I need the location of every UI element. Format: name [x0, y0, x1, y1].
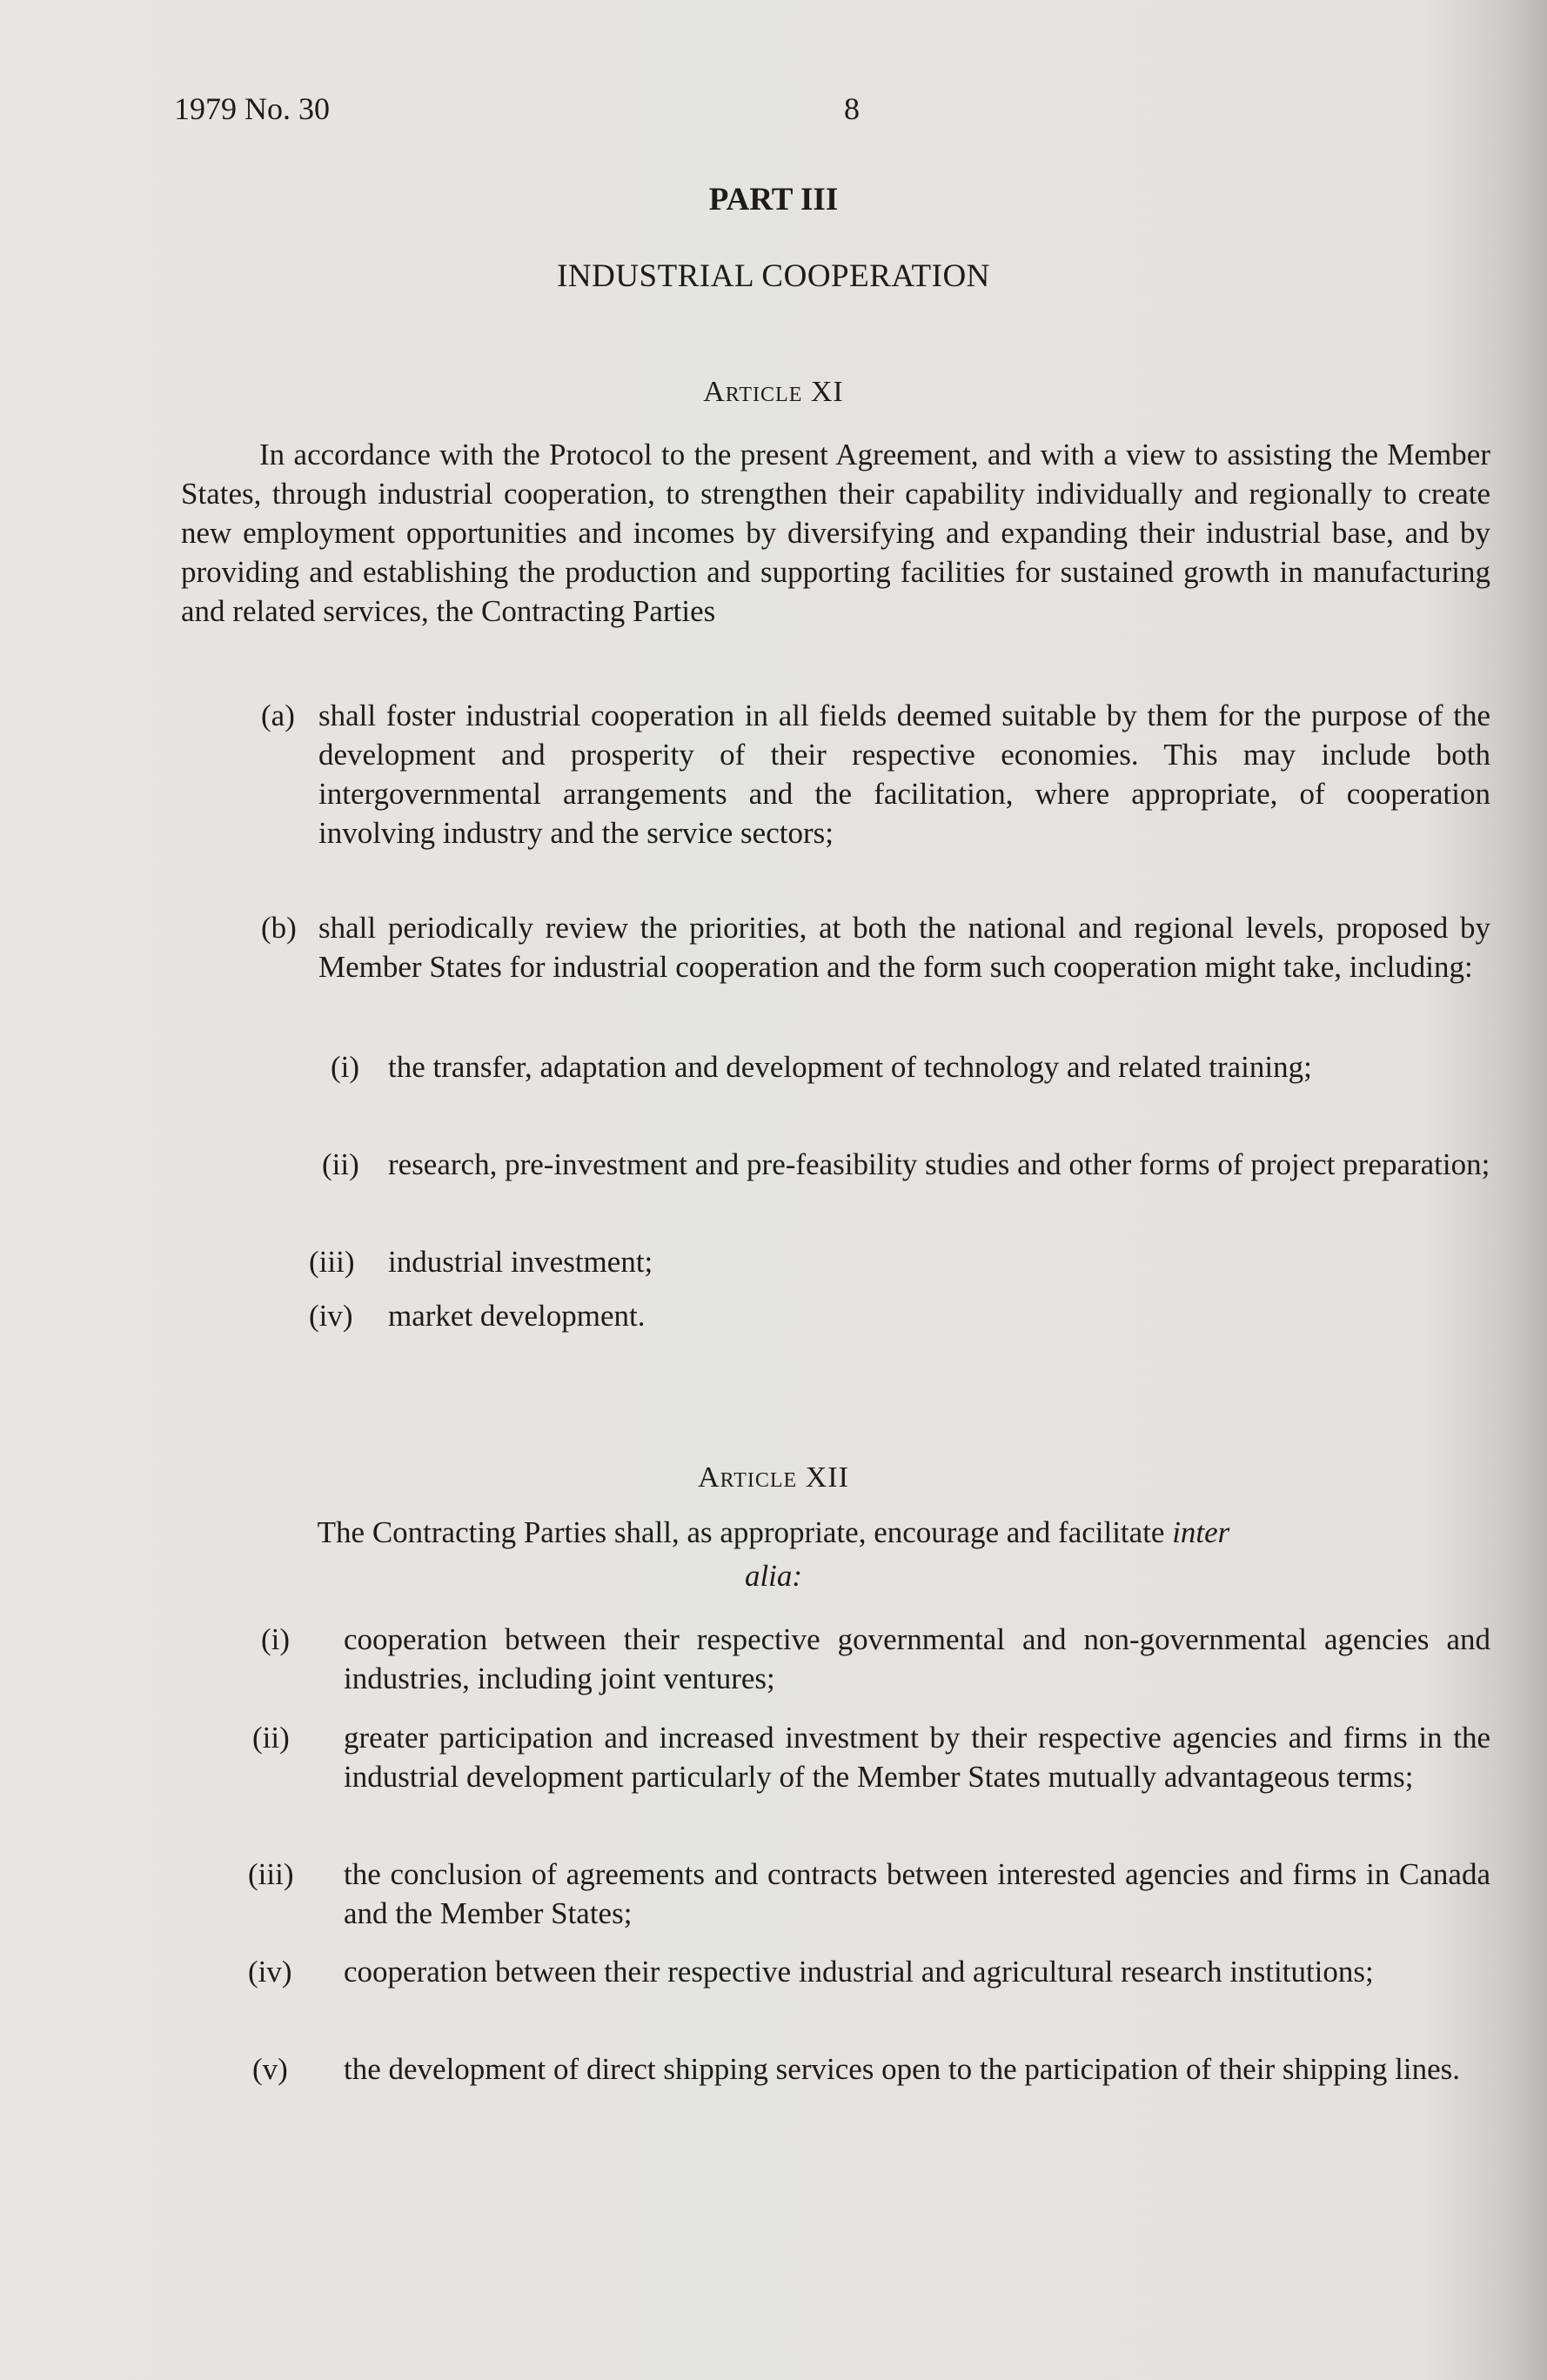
item-label: (ii) [252, 1721, 290, 1755]
part-subtitle: INDUSTRIAL COOPERATION [557, 258, 990, 294]
item-text: market development. [388, 1299, 646, 1333]
item-label: (b) [261, 911, 297, 945]
item-label: (i) [331, 1050, 360, 1084]
item-text: the development of direct shipping services open to the participation of their shipping lines. [344, 2052, 1461, 2086]
article-xi-heading: Article XI [703, 376, 844, 408]
article-xii-intro [0, 1515, 1547, 1550]
article-xi-intro: In accordance with the Protocol to the present Agreement, and with a view to assisting the Member States, through industrial cooperation, to strengthen their capability individually and regionally to create new employment opportunities and incomes by diversifying and expanding their industrial base, and by providing and establishing the production and supporting facilities for sustained growth in manufacturing and related services, the Contracting Parties [181, 438, 1490, 628]
item-label: (ii) [322, 1147, 359, 1181]
item-label: (a) [261, 699, 295, 732]
article-xii-intro-italic: inter [1172, 1515, 1230, 1549]
item-label: (i) [261, 1622, 291, 1656]
item-label: (iii) [309, 1245, 355, 1279]
item-text: shall foster industrial cooperation in all fields deemed suitable by them for the purpose of the development and prosperity of their respective economies. This may include both intergovernmental arrangements and the facilitation, where appropriate, of cooperation involving industry and the service sectors; [318, 699, 1490, 850]
page-number: 8 [844, 91, 860, 126]
item-text: cooperation between their respective governmental and non-governmental agencies and industries, including joint ventures; [344, 1622, 1490, 1695]
item-text: shall periodically review the priorities, at both the national and regional levels, proposed by Member States for industrial cooperation and the form such cooperation might take, including: [318, 911, 1490, 984]
item-text: greater participation and increased investment by their respective agencies and firms in the industrial development particularly of the Member States mutually advantageous terms; [344, 1721, 1490, 1794]
item-label: (iv) [248, 1955, 292, 1989]
item-text: the transfer, adaptation and development of technology and related training; [388, 1050, 1312, 1084]
item-label: (iv) [309, 1299, 353, 1333]
article-xii-intro-italic-line2: alia: [744, 1559, 803, 1593]
item-text: industrial investment; [388, 1245, 653, 1279]
item-text: cooperation between their respective industrial and agricultural research institutions; [344, 1955, 1374, 1989]
article-xii-intro-text: The Contracting Parties shall, as appropriate, encourage and facilitate [317, 1515, 1165, 1549]
article-xii-heading: Article XII [698, 1461, 849, 1494]
item-label: (v) [252, 2052, 288, 2086]
item-text: the conclusion of agreements and contracts between interested agencies and firms in Canada and the Member States; [344, 1857, 1490, 1930]
part-title: PART III [708, 182, 839, 217]
item-label: (iii) [248, 1857, 294, 1891]
item-text: research, pre-investment and pre-feasibility studies and other forms of project preparation; [388, 1147, 1490, 1181]
document-number: 1979 No. 30 [174, 91, 330, 126]
